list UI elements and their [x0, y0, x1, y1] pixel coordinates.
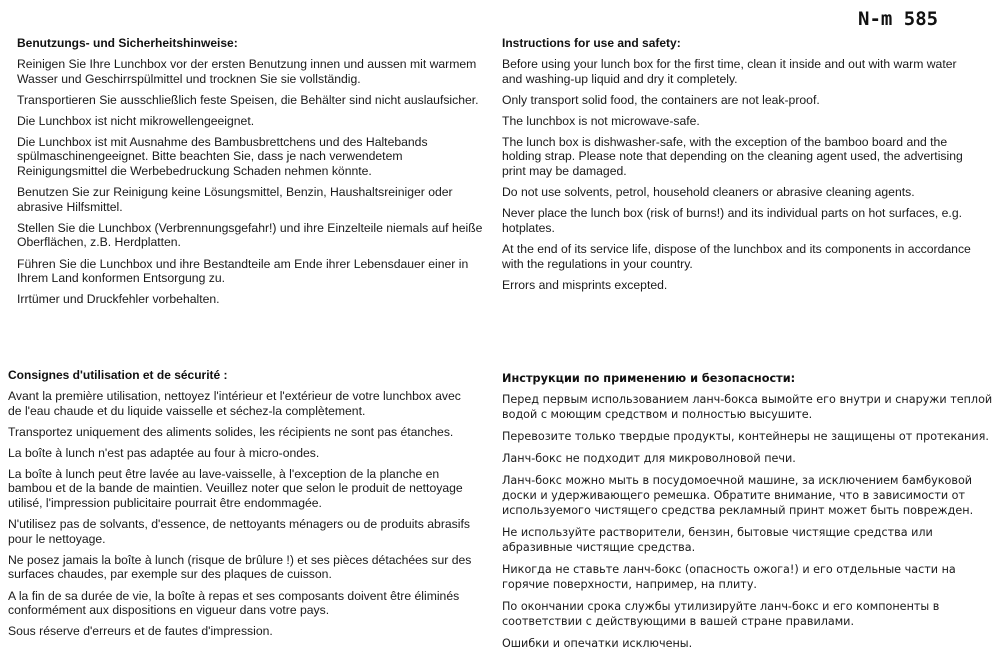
paragraph: Никогда не ставьте ланч-бокс (опасность ожога!) и его отдельные части на горячие поверхности, например, на плиту.	[502, 563, 956, 591]
paragraph: Перевозите только твердые продукты, контейнеры не защищены от протекания.	[502, 430, 989, 443]
paragraph: Не используйте растворители, бензин, бытовые чистящие средства или абразивные чистящие средства.	[502, 526, 933, 554]
section-english	[502, 36, 972, 299]
paragraph: По окончании срока службы утилизируйте ланч-бокс и его компоненты в соответствии с действующими в вашей стране правилами.	[502, 600, 940, 628]
paragraph: Transportieren Sie ausschließlich feste Speisen, die Behälter sind nicht auslaufsicher.	[17, 92, 479, 107]
paragraph: Before using your lunch box for the first time, clean it inside and out with warm water and washing-up liquid and dry it completely.	[502, 57, 957, 86]
paragraph: A la fin de sa durée de vie, la boîte à repas et ses composants doivent être éliminés conformément aux dispositions en vigueur dans votre pays.	[8, 588, 460, 618]
paragraph: La boîte à lunch peut être lavée au lave-vaisselle, à l'exception de la planche en bambou et de la bande de maintien. Veuillez noter que selon le produit de nettoyage utilisé, l'impression publicitaire pourrait être endommagée.	[8, 466, 463, 511]
paragraph: Transportez uniquement des aliments solides, les récipients ne sont pas étanches.	[8, 424, 454, 439]
paragraph: Reinigen Sie Ihre Lunchbox vor der ersten Benutzung innen und aussen mit warmem Wasser und Geschirrspülmittel und trocknen Sie sie vollständig.	[17, 57, 477, 86]
paragraph: Avant la première utilisation, nettoyez l'intérieur et l'extérieur de votre lunchbox avec de l'eau chaude et du liquide vaisselle et séchez-la complètement.	[8, 389, 461, 418]
paragraph: La boîte à lunch n'est pas adaptée au four à micro-ondes.	[8, 445, 320, 460]
paragraph: The lunch box is dishwasher-safe, with the exception of the bamboo board and the holding strap. Please note that depending on the cleaning agent used, the advertising print may be damaged.	[502, 134, 963, 179]
section-french	[8, 368, 474, 645]
section-german	[17, 36, 485, 313]
paragraph: Перед первым использованием ланч-бокса вымойте его внутри и снаружи теплой водой с моющим средством и полностью высушите.	[502, 393, 993, 421]
section-title: Инструкции по применению и безопасности:	[502, 372, 796, 385]
paragraph: Stellen Sie die Lunchbox (Verbrennungsgefahr!) und ihre Einzelteile niemals auf heiße Oberflächen, z.B. Herdplatten.	[17, 220, 483, 250]
paragraph: Ланч-бокс можно мыть в посудомоечной машине, за исключением бамбуковой доски и удерживающего ремешка. Обратите внимание, что в зависимости от используемого чистящего средства рекламный принт может быть поврежден.	[502, 474, 974, 517]
paragraph: Ланч-бокс не подходит для микроволновой печи.	[502, 452, 796, 465]
paragraph: Never place the lunch box (risk of burns!) and its individual parts on hot surfaces, e.g. hotplates.	[502, 206, 962, 235]
paragraph: N'utilisez pas de solvants, d'essence, de nettoyants ménagers ou de produits abrasifs pour le nettoyage.	[8, 517, 470, 546]
paragraph: Sous réserve d'erreurs et de fautes d'impression.	[8, 624, 273, 639]
paragraph: Only transport solid food, the containers are not leak-proof.	[502, 92, 820, 107]
paragraph: Irrtümer und Druckfehler vorbehalten.	[17, 292, 220, 307]
paragraph: Die Lunchbox ist mit Ausnahme des Bambusbrettchens und des Haltebands spülmaschinengeeignet. Bitte beachten Sie, dass je nach verwendetem Reinigungsmittel die Werbebedruckung Schaden nehmen könnte.	[17, 134, 428, 179]
paragraph: Führen Sie die Lunchbox und ihre Bestandteile am Ende ihrer Lebensdauer einer in Ihrem Land konformen Entsorgung zu.	[17, 256, 469, 286]
paragraph: Errors and misprints excepted.	[502, 277, 668, 292]
section-title: Benutzungs- und Sicherheitshinweise:	[17, 36, 238, 50]
section-title: Instructions for use and safety:	[502, 36, 681, 50]
paragraph: Ошибки и опечатки исключены.	[502, 637, 693, 650]
paragraph: The lunchbox is not microwave-safe.	[502, 113, 700, 128]
paragraph: Benutzen Sie zur Reinigung keine Lösungsmittel, Benzin, Haushaltsreiniger oder abrasive Hilfsmittel.	[17, 185, 453, 214]
product-code: N-m 585	[858, 8, 939, 30]
paragraph: At the end of its service life, dispose of the lunchbox and its components in accordance with the regulations in your country.	[502, 241, 971, 271]
paragraph: Do not use solvents, petrol, household cleaners or abrasive cleaning agents.	[502, 185, 915, 200]
section-title: Consignes d'utilisation et de sécurité :	[8, 368, 228, 382]
section-russian	[502, 372, 998, 658]
paragraph: Die Lunchbox ist nicht mikrowellengeeignet.	[17, 113, 255, 128]
paragraph: Ne posez jamais la boîte à lunch (risque de brûlure !) et ses pièces détachées sur des surfaces chaudes, par exemple sur des plaques de cuisson.	[8, 552, 472, 582]
